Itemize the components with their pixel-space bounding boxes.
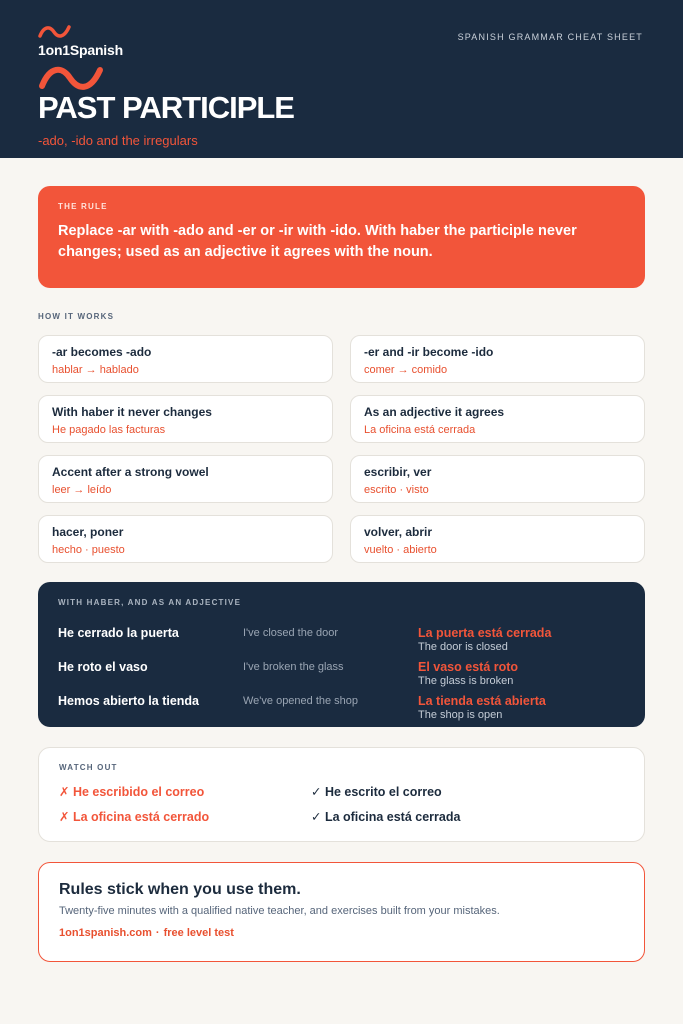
correct-example: ✓ He escrito el correo [311,785,442,799]
card-example: escrito · visto [364,484,429,496]
cta-panel [38,862,645,962]
wrong-example: ✗ He escribido el correo [59,785,205,799]
example-english: I've broken the glass [243,661,344,673]
example-spanish: He roto el vaso [58,660,148,674]
sheet-tag: SPANISH GRAMMAR CHEAT SHEET [457,32,643,42]
rule-label: THE RULE [58,202,108,211]
rule-text: Replace -ar with -ado and -er or -ir with -ido. With haber the participle never changes; used as an adjective it agrees with the noun. [58,223,577,260]
card-example: comer → comido [364,364,448,376]
rule-card [350,395,645,443]
header-banner [0,0,683,158]
level-test-link[interactable]: free level test [163,927,234,939]
rule-card [38,515,333,563]
card-title: hacer, poner [52,525,124,539]
card-title: volver, abrir [364,525,433,539]
link-separator: · [155,927,160,939]
example-spanish: Hemos abierto la tienda [58,694,200,708]
card-example: leer → leído [52,484,112,496]
watch-out-label: WATCH OUT [59,763,118,772]
page-title: PAST PARTICIPLE [38,90,294,125]
card-example: He pagado las facturas [52,424,166,436]
rule-box [38,186,645,288]
example-row [38,622,645,652]
card-title: As an adjective it agrees [364,405,505,419]
example-row [38,690,645,720]
brand-name: 1on1Spanish [38,42,123,58]
card-title: -ar becomes -ado [52,345,152,359]
example-adjective: El vaso está roto [418,660,519,674]
card-example: La oficina está cerrada [364,424,476,436]
cta-links [59,927,624,939]
cta-title: Rules stick when you use them. [59,881,301,898]
card-example: hecho · puesto [52,544,125,556]
rule-card [350,335,645,383]
how-it-works-label: HOW IT WORKS [38,312,115,321]
example-adjective: La tienda está abierta [418,694,546,708]
card-example: hablar → hablado [52,364,139,376]
example-adjective-english: The glass is broken [418,675,514,687]
example-spanish: He cerrado la puerta [58,626,179,640]
example-adjective-english: The door is closed [418,641,508,653]
example-english: I've closed the door [243,627,339,639]
examples-label: WITH HABER, AND AS AN ADJECTIVE [58,598,242,607]
squiggle-logo-icon [38,24,72,40]
rule-card [38,335,333,383]
card-title: escribir, ver [364,465,432,479]
rule-card [350,515,645,563]
rule-card [350,455,645,503]
example-adjective: La puerta está cerrada [418,626,552,640]
cta-body: Twenty-five minutes with a qualified native teacher, and exercises built from your mistakes. [59,905,500,917]
rule-card [38,395,333,443]
wrong-example: ✗ La oficina está cerrado [59,810,210,824]
card-title: -er and -ir become -ido [364,345,494,359]
example-adjective-english: The shop is open [418,709,503,721]
card-title: Accent after a strong vowel [52,465,209,479]
correct-example: ✓ La oficina está cerrada [311,810,461,824]
card-title: With haber it never changes [52,405,212,419]
examples-panel [38,582,645,727]
card-example: vuelto · abierto [364,544,437,556]
watch-out-panel [38,747,645,842]
page-subtitle: -ado, -ido and the irregulars [38,133,198,148]
example-row [38,656,645,686]
website-link[interactable]: 1on1spanish.com [59,927,152,939]
example-english: We've opened the shop [243,695,359,707]
rule-card [38,455,333,503]
